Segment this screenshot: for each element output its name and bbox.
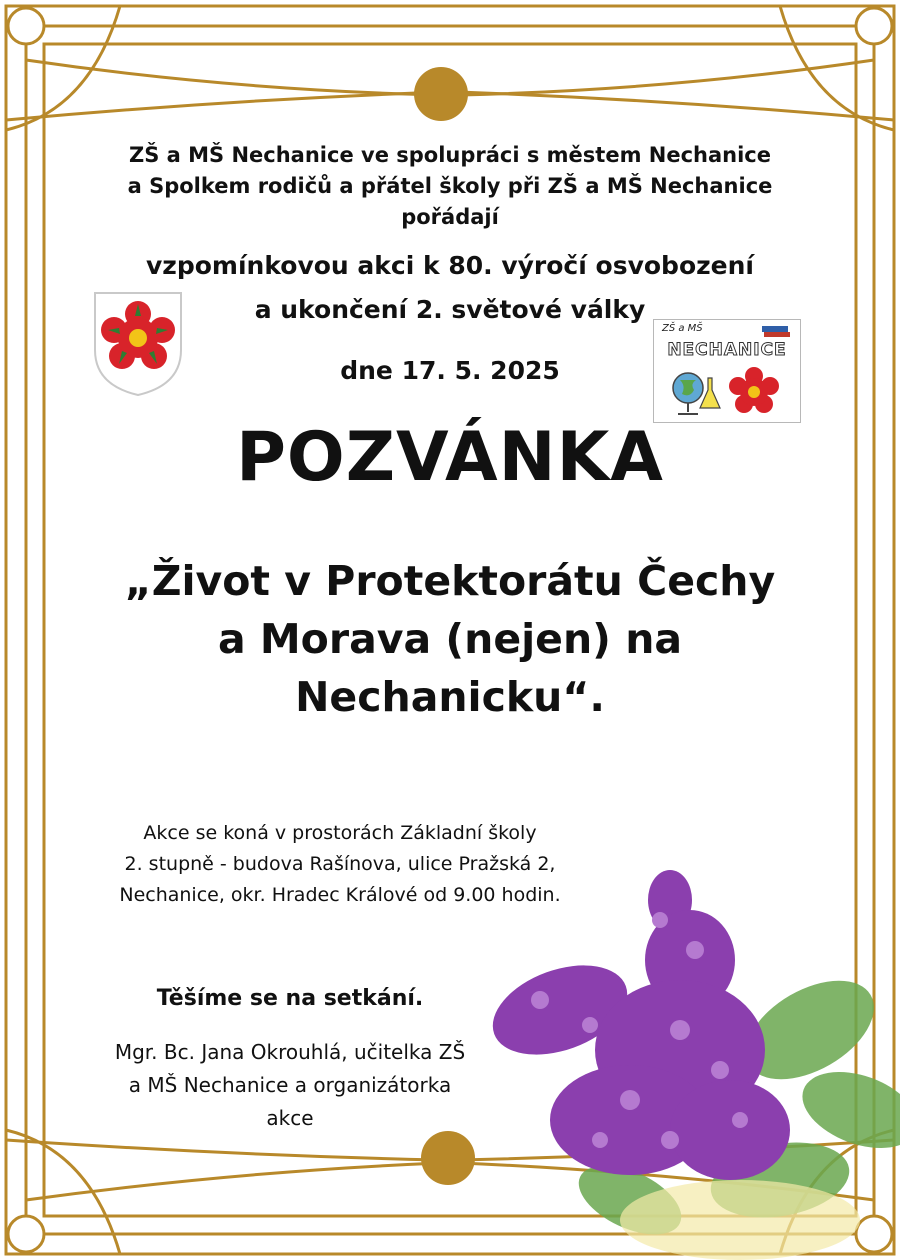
organizers-line: a Spolkem rodičů a přátel školy při ZŠ a MŠ Nechanice <box>127 174 773 198</box>
signature-line: a MŠ Nechanice a organizátorka <box>128 1073 452 1097</box>
page-title: POZVÁNKA <box>236 418 664 497</box>
event-subtitle <box>80 552 820 726</box>
greeting-text: Těšíme se na setkání. <box>156 986 424 1011</box>
organizers-text <box>60 140 840 233</box>
event-description <box>60 244 840 332</box>
event-line: a ukončení 2. světové války <box>254 295 646 324</box>
signature-line: akce <box>266 1106 314 1130</box>
signature-line: Mgr. Bc. Jana Okrouhlá, učitelka ZŠ <box>114 1040 466 1064</box>
subtitle-line: a Morava (nejen) na <box>217 615 683 663</box>
organizers-line: ZŠ a MŠ Nechanice ve spolupráci s městem Nechanice <box>128 143 772 167</box>
top-ornament-dot <box>414 67 468 121</box>
venue-line: 2. stupně - budova Rašínova, ulice Pražská 2, <box>124 853 556 875</box>
event-date: dne 17. 5. 2025 <box>340 356 560 385</box>
organizers-line: pořádají <box>401 205 499 229</box>
school-logo <box>653 319 801 423</box>
signature-block <box>70 1036 510 1135</box>
school-logo-text: NECHANICE <box>667 340 787 360</box>
venue-line: Akce se koná v prostorách Základní školy <box>143 822 537 844</box>
school-logo-small-text: ZŠ a MŠ <box>662 323 703 334</box>
event-line: vzpomínkovou akci k 80. výročí osvobození <box>145 251 754 280</box>
bottom-ornament-dot <box>421 1131 475 1185</box>
subtitle-line: „Život v Protektorátu Čechy <box>124 557 776 605</box>
subtitle-line: Nechanicku“. <box>295 673 605 721</box>
venue-line: Nechanice, okr. Hradec Králové od 9.00 hodin. <box>119 884 561 906</box>
school-logo-art <box>654 320 800 422</box>
lilac-flower-image <box>480 860 900 1260</box>
